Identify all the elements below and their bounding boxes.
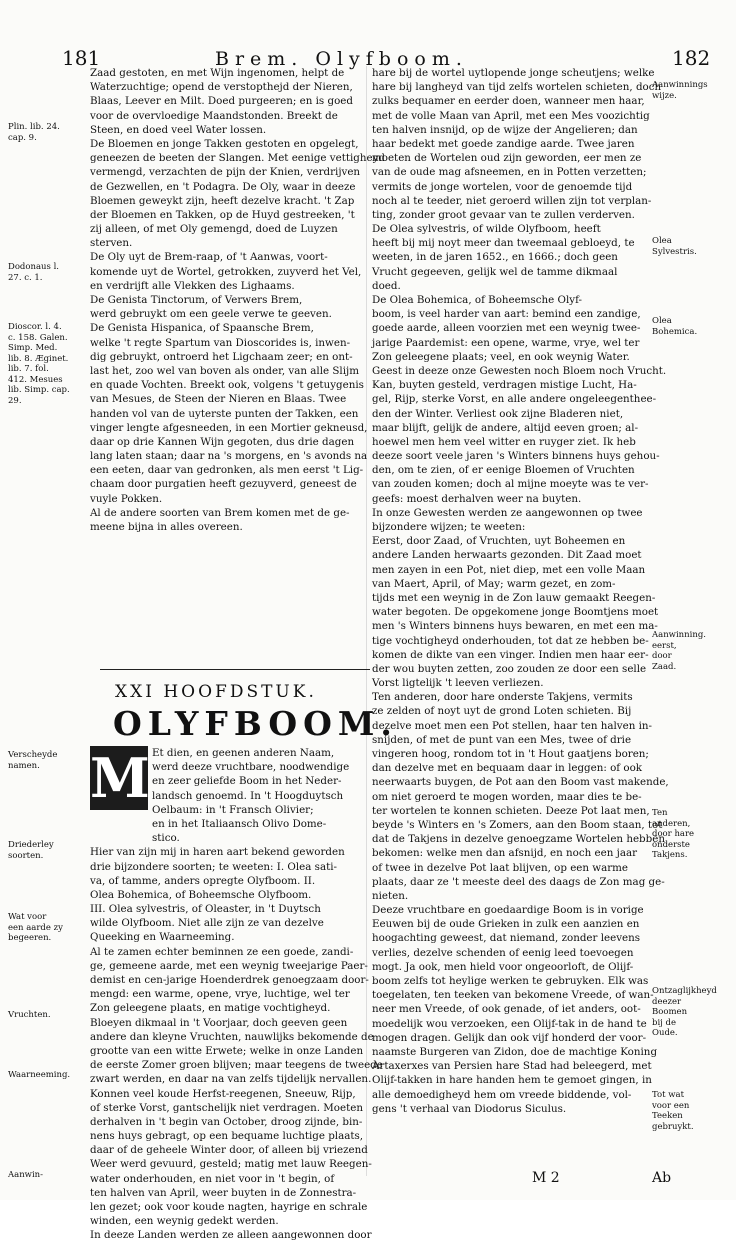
text-line: sterven. — [90, 237, 133, 250]
text-line: Oelbaum: in 't Fransch Olivier; — [152, 803, 314, 816]
text-line: men 's Winters binnens huys bewaren, en met een ma- — [372, 620, 658, 633]
marginal-note-dodonaus: Dodonaus l. 27. c. 1. — [8, 262, 59, 283]
text-line: dig gebruykt, ontroerd het Ligchaam zeer; en ont- — [90, 350, 353, 363]
text-line: Steen, en doed veel Water lossen. — [90, 123, 267, 136]
text-line: dezelve moet men een Pot stellen, haar ten halven in- — [372, 719, 653, 732]
text-line: ge, gemeene aarde, met een weynig tweejarige Paer- — [90, 959, 368, 972]
text-line: Zon geleegene plaats, en matige vochtigheyd. — [90, 1002, 331, 1015]
text-line: beyde 's Winters en 's Zomers, aan den Boom staan, tot — [372, 818, 663, 831]
running-head: Brem. Olyfboom. — [215, 48, 468, 70]
text-line: der wou buyten zetten, zoo zouden ze door een selle — [372, 662, 647, 675]
marginal-note-names: Verscheyde namen. — [8, 750, 58, 771]
text-line: zwart werden, en daar na van zelfs tijdelijk nervallen. — [90, 1073, 372, 1086]
text-line: maar blijft, gelijk de andere, altijd eeven groen; al- — [372, 421, 639, 434]
page-number-left: 181 — [62, 46, 101, 70]
chapter-heading: XXI HOOFDSTUK. — [115, 682, 317, 702]
text-line: winden, een weynig gedekt werden. — [90, 1215, 279, 1228]
text-line: van de oude mag afsneemen, en in Potten verzetten; — [372, 166, 647, 179]
text-line: In deeze Landen werden ze alleen aangewonnen door — [90, 1229, 372, 1242]
text-line: Zon geleegene plaats; veel, en ook weynig Water. — [372, 350, 630, 363]
text-line: water onderhouden, en niet voor in 't begin, of — [90, 1172, 335, 1185]
text-line: Vrucht gegeeven, gelijk wel de tamme dikmaal — [372, 265, 618, 278]
text-line: werd gebruykt om een geele verwe te geeven. — [90, 308, 332, 321]
text-line: deeze soort veele jaren 's Winters binnens huys gehou- — [372, 450, 660, 463]
marginal-note-soil: Wat voor een aarde zy begeeren. — [8, 912, 63, 943]
chapter-divider — [100, 669, 370, 670]
text-line: lang laten staan; daar na 's morgens, en 's avonds na — [90, 450, 368, 463]
text-line: last het, zoo wel van boven als onder, van alle Slijm — [90, 364, 359, 377]
left-column-bottom-text — [90, 746, 383, 1243]
marginal-note-seed: Aanwinning. eerst, door Zaad. — [652, 630, 706, 672]
text-line: tige vochtigheyd onderhouden, tot dat ze hebben be- — [372, 634, 649, 647]
text-line: Deeze vruchtbare en goedaardige Boom is in vorige — [372, 904, 644, 917]
text-line: mogt. Ja ook, men hield voor ongeoorloft, de Olijf- — [372, 960, 634, 973]
text-line: plaats, daar ze 't meeste deel des daags de Zon mag ge- — [372, 875, 665, 888]
text-line: Al te zamen echter beminnen ze een goede, zandi- — [90, 945, 354, 958]
text-line: nieten. — [372, 889, 409, 902]
text-line: dan dezelve met en bequaam daar in leggen: of ook — [372, 762, 643, 775]
text-line: daar op drie Kannen Wijn gegoten, dus drie dagen — [90, 435, 355, 448]
marginal-note-token: Tot wat voor een Teeken gebruykt. — [652, 1090, 694, 1132]
text-line: van Maert, April, of May; warm gezet, en zom- — [372, 577, 616, 590]
text-line: Eeuwen bij de oude Grieken in zulk een aanzien en — [372, 918, 640, 931]
marginal-note-reverence: Ontzaglijkheyd deezer Boomen bij de Oude. — [652, 986, 717, 1038]
marginal-note-plinius: Plin. lib. 24. cap. 9. — [8, 122, 60, 143]
right-column — [372, 66, 669, 1116]
text-line: Al de andere soorten van Brem komen met de ge- — [90, 506, 350, 519]
text-line: de eerste Zomer groen blijven; maar teegens de tweede — [90, 1059, 383, 1072]
marginal-note-olea-bohemica: Olea Bohemica. — [652, 316, 698, 337]
text-line: bekomen: welke men dan afsnijd, en noch een jaar — [372, 847, 638, 860]
left-column-bottom — [90, 746, 383, 1243]
text-line: va, of tamme, anders opregte Olyfboom. II. — [90, 874, 316, 887]
text-line: Bloeyen dikmaal in 't Voorjaar, doch geeven geen — [90, 1016, 348, 1029]
text-line: Artaxerxes van Persien hare Stad had beleegerd, met — [372, 1060, 652, 1073]
text-line: komende uyt de Wortel, getrokken, zuyverd het Vel, — [90, 265, 362, 278]
marginal-note-aanwin: Aanwin- — [8, 1170, 44, 1180]
text-line: In onze Gewesten werden ze aangewonnen op twee — [372, 506, 643, 519]
decorated-initial: M — [90, 746, 150, 810]
text-line: wilde Olyfboom. Niet alle zijn ze van dezelve — [90, 917, 324, 930]
text-line: len gezet; ook voor koude nagten, hayrige en schrale — [90, 1201, 368, 1213]
text-line: vuyle Pokken. — [90, 492, 163, 505]
text-line: jarige Paardemist: een opene, warme, vrye, wel ter — [372, 336, 640, 349]
text-line: Ten anderen, door hare onderste Takjens, vermits — [372, 691, 633, 704]
text-line: De Genista Hispanica, of Spaansche Brem, — [90, 322, 314, 335]
left-column — [90, 66, 385, 534]
text-line: dat de Takjens in dezelve genoegzame Wortelen hebben — [372, 833, 665, 846]
marginal-note-care: Waarneeming. — [8, 1070, 71, 1080]
text-line: derhalven in 't begin van October, droog zijnde, bin- — [90, 1115, 363, 1128]
text-line: De Oly uyt de Brem-raap, of 't Aanwas, voort- — [90, 251, 328, 264]
text-line: hare bij de wortel uytlopende jonge scheutjens; welke — [372, 67, 655, 79]
text-line: De Olea sylvestris, of wilde Olyfboom, heeft — [372, 223, 601, 236]
text-line: water begoten. De opgekomene jonge Boomtjens moet — [372, 606, 659, 619]
text-line: Olijf-takken in hare handen hem te gemoet gingen, in — [372, 1074, 652, 1087]
text-line: snijden, of met de punt van een Mes, twee of drie — [372, 733, 632, 746]
text-line: goede aarde, alleen voorzien met een weynig twee- — [372, 322, 641, 335]
text-line: vinger lengte afgesneeden, in een Mortier gekneusd, — [90, 421, 368, 434]
text-line: komen de dikte van een vinger. Indien men haar eer- — [372, 648, 649, 661]
marginal-note-kinds: Driederley soorten. — [8, 840, 54, 861]
text-line: gens 't verhaal van Diodorus Siculus. — [372, 1102, 567, 1115]
text-line: met de volle Maan van April, met een Mes voozichtig — [372, 109, 650, 122]
text-line: weeten, in de jaren 1652., en 1666.; doch geen — [372, 251, 618, 264]
text-line: werd deeze vruchtbare, noodwendige — [152, 761, 350, 774]
text-line: ze zelden of noyt uyt de grond Loten schieten. Bij — [372, 705, 632, 718]
text-line: bijzondere wijzen; te weeten: — [372, 521, 526, 533]
text-line: toegelaten, ten teeken van bekomene Vreede, of wan- — [372, 989, 654, 1002]
text-line: Bloemen geweykt zijn, heeft dezelve kracht. 't Zap — [90, 194, 355, 207]
text-line: Konnen veel koude Herfst-reegenen, Sneeuw, Rijp, — [90, 1087, 356, 1100]
text-line: andere Landen herwaarts gezonden. Dit Zaad moet — [372, 549, 642, 562]
text-line: neerwaarts buygen, de Pot aan den Boom vast makende, — [372, 776, 669, 789]
text-line: tijds met een weynig in de Zon lauw gemaakt Reegen- — [372, 591, 656, 604]
text-line: neer men Vreede, of ook genade, of iet anders, oot- — [372, 1003, 641, 1016]
right-column-text — [372, 66, 669, 1116]
text-line: Geest in deeze onze Gewesten noch Bloem noch Vrucht. — [372, 364, 667, 377]
text-line: gel, Rijp, sterke Vorst, en alle andere ongeleegenthee- — [372, 393, 657, 406]
text-line: meene bijna in alles overeen. — [90, 521, 243, 533]
text-line: om niet geroerd te mogen worden, maar dies te be- — [372, 790, 642, 803]
text-line: ten halven van April, weer buyten in de Zonnestra- — [90, 1186, 357, 1199]
text-line: den, om te zien, of er eenige Bloemen of Vruchten — [372, 464, 635, 477]
catchword: Ab — [652, 1170, 672, 1186]
text-line: III. Olea sylvestris, of Oleaster, in 't Duytsch — [90, 903, 321, 916]
text-line: De Olea Bohemica, of Boheemsche Olyf- — [372, 294, 583, 306]
page-number-right: 182 — [672, 46, 711, 70]
chapter-title: OLYFBOOM. — [113, 704, 398, 743]
text-line: en in het Italiaansch Olivo Dome- — [152, 817, 327, 830]
text-line: men zayen in een Pot, niet diep, met een volle Maan — [372, 563, 646, 576]
text-line: grootte van een witte Erwete; welke in onze Landen — [90, 1044, 364, 1057]
text-line: en quade Vochten. Breekt ook, volgens 't getuygenis — [90, 379, 364, 392]
text-line: naamste Burgeren van Zidon, doe de machtige Koning — [372, 1045, 658, 1058]
text-line: vermengd, verzachten de pijn der Knien, verdrijven — [90, 166, 361, 179]
text-line: mengd: een warme, opene, vrye, luchtige, wel ter — [90, 988, 350, 1001]
text-line: nens huys gebragt, op een bequame luchtige plaats, — [90, 1130, 364, 1143]
text-line: chaam door purgatien heeft gezuyverd, geneest de — [90, 478, 357, 491]
marginal-note-dioscorides: Dioscor. l. 4. c. 158. Galen. Simp. Med. lib. 8. Æginet. lib. 7. fol. 412. Mesues lib. Simp. cap. 29. — [8, 322, 70, 406]
text-line: andere dan kleyne Vruchten, nauwlijks bekomende de — [90, 1030, 374, 1043]
text-line: der Bloemen en Takken, op de Huyd gestreeken, 't — [90, 208, 355, 221]
text-line: Et dien, en geenen anderen Naam, — [152, 747, 335, 759]
text-line: De Genista Tinctorum, of Verwers Brem, — [90, 294, 303, 306]
text-line: geefs: moest derhalven weer na buyten. — [372, 492, 582, 505]
text-line: moeten de Wortelen oud zijn geworden, eer men ze — [372, 152, 642, 165]
text-line: De Bloemen en jonge Takken gestoten en opgelegt, — [90, 137, 359, 150]
text-line: moedelijk wou verzoeken, een Olijf-tak in de hand te — [372, 1017, 647, 1030]
text-line: en zeer geliefde Boom in het Neder- — [152, 775, 342, 788]
marginal-note-branches: Ten anderen, door hare onderste Takjens. — [652, 808, 695, 860]
text-line: zij alleen, of met Oly gemengd, doed de Luyzen — [90, 223, 338, 236]
text-line: Hier van zijn mij in haren aart bekend geworden — [90, 846, 345, 859]
marginal-note-olea-sylvestris: Olea Sylvestris. — [652, 236, 697, 257]
text-line: of twee in dezelve Pot laat blijven, op een warme — [372, 861, 629, 874]
text-line: hare bij langheyd van tijd zelfs wortelen schieten, doch — [372, 81, 662, 94]
text-line: Olea Bohemica, of Boheemsche Olyfboom. — [90, 888, 312, 901]
text-line: Blaas, Leever en Milt. Doed purgeeren; en is goed — [90, 95, 353, 108]
text-line: alle demoedigheyd hem om vreede biddende, vol- — [372, 1088, 632, 1101]
text-line: Weer werd gevuurd, gesteld; matig met lauw Reegen- — [90, 1158, 372, 1171]
text-line: Vorst ligtelijk 't leeven verliezen. — [372, 677, 544, 690]
text-line: den der Winter. Verliest ook zijne Bladeren niet, — [372, 407, 624, 420]
text-line: vingeren hoog, rondom tot in 't Hout gaatjens boren; — [372, 748, 649, 760]
text-line: landsch genoemd. In 't Hoogduytsch — [152, 789, 344, 802]
text-line: handen vol van de uyterste punten der Takken, een — [90, 407, 359, 420]
text-line: verlies, dezelve schenden of eenig leed toevoegen — [372, 946, 634, 959]
text-line: de Gezwellen, en 't Podagra. De Oly, waar in deeze — [90, 180, 356, 193]
text-line: boom zelfs tot heylige werken te gebruyken. Elk was — [372, 975, 649, 987]
text-line: drie bijzondere soorten; te weeten: I. Olea sati- — [90, 860, 337, 873]
text-line: hoewel men hem veel witter en ruyger ziet. Ik heb — [372, 435, 636, 448]
text-line: en verdrijft alle Vlekken des Lighaams. — [90, 279, 295, 292]
text-line: noch al te teeder, niet geroerd willen zijn tot verplan- — [372, 194, 652, 207]
text-line: Zaad gestoten, en met Wijn ingenomen, helpt de — [90, 67, 345, 79]
text-line: een eeten, daar van gedronken, als men eerst 't Lig- — [90, 464, 364, 477]
text-line: of sterke Vorst, gantschelijk niet verdragen. Moeten — [90, 1101, 363, 1114]
text-line: daar of de geheele Winter door, of alleen bij vriezend — [90, 1144, 368, 1157]
text-line: doed. — [372, 279, 401, 292]
text-line: zulks bequamer en eerder doen, wanneer men haar, — [372, 95, 645, 108]
text-line: Waterzuchtige; opend de verstopthejd der Nieren, — [90, 81, 353, 94]
text-line: geneezen de beeten der Slangen. Met eenige vettigheyd — [90, 152, 385, 165]
text-line: demist en cen-jarige Hoenderdrek genoegzaam door- — [90, 974, 369, 986]
signature-mark: M 2 — [532, 1170, 560, 1186]
marginal-note-propagation: Aanwinnings wijze. — [652, 80, 708, 101]
text-line: van zouden komen; doch al mijne moeyte was te ver- — [372, 478, 649, 491]
text-line: stico. — [152, 832, 180, 845]
text-line: haar bedekt met goede zandige aarde. Twee jaren — [372, 137, 635, 150]
text-line: ting, zonder groot gevaar van te zullen verderven. — [372, 208, 635, 221]
text-line: hoogachting geweest, dat niemand, zonder leevens — [372, 932, 641, 945]
text-line: mogen dragen. Gelijk dan ook vijf honderd der voor- — [372, 1031, 647, 1044]
text-line: ter wortelen te konnen schieten. Deeze Pot laat men, — [372, 804, 650, 817]
text-line: ten halven insnijd, op de wijze der Angelieren; dan — [372, 123, 638, 136]
text-line: boom, is veel harder van aart: bemind een zandige, — [372, 308, 641, 321]
marginal-note-fruits: Vruchten. — [8, 1010, 51, 1020]
text-line: vermits de jonge wortelen, voor de genoemde tijd — [372, 180, 633, 193]
left-column-top-text — [90, 66, 385, 534]
text-line: Eerst, door Zaad, of Vruchten, uyt Boheemen en — [372, 535, 626, 548]
text-line: van Mesues, de Steen der Nieren en Blaas. Twee — [90, 393, 347, 406]
text-line: Kan, buyten gesteld, verdragen mistige Lucht, Ha- — [372, 379, 637, 392]
text-line: voor de overvloedige Maandstonden. Breekt de — [90, 109, 338, 122]
text-line: welke 't regte Spartum van Dioscorides is, inwen- — [90, 336, 351, 349]
text-line: Queeking en Waarneeming. — [90, 931, 235, 944]
text-line: heeft bij mij noyt meer dan tweemaal gebloeyd, te — [372, 237, 635, 250]
